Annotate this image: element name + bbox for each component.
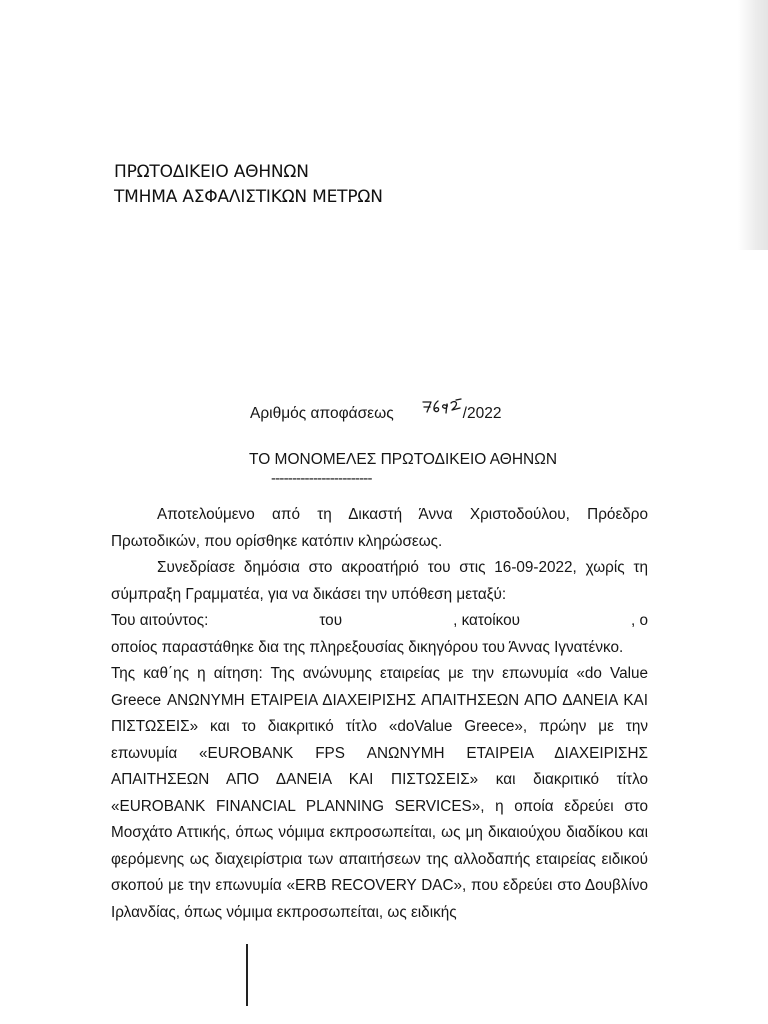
decision-year: /2022 <box>462 405 502 422</box>
applicant-resident: , κατοίκου <box>453 612 520 629</box>
decision-court-title: ΤΟ ΜΟΝΟΜΕΛΕΣ ΠΡΩΤΟΔΙΚΕΙΟ ΑΘΗΝΩΝ <box>249 451 558 468</box>
applicant-label: Του αιτούντος: <box>111 612 209 629</box>
court-department: ΤΜΗΜΑ ΑΣΦΑΛΙΣΤΙΚΩΝ ΜΕΤΡΩΝ <box>114 187 383 207</box>
decision-body <box>111 502 648 926</box>
applicant-o: , ο <box>630 612 648 629</box>
court-name: ΠΡΩΤΟΔΙΚΕΙΟ ΑΘΗΝΩΝ <box>114 162 309 182</box>
composition-paragraph: Αποτελούμενο από τη Δικαστή Άννα Χριστοδούλου, Πρόεδρο Πρωτοδικών, που ορίσθηκε κατόπιν κληρώσεως. <box>111 506 648 550</box>
decision-number-label: Αριθμός αποφάσεως <box>250 405 394 422</box>
title-dashed-rule: ------------------------ <box>271 470 372 487</box>
scan-shadow <box>738 0 768 250</box>
respondent-paragraph: Της καθ΄ης η αίτηση: Της ανώνυμης εταιρείας με την επωνυμία «do Value Greece ΑΝΩΝΥΜΗ ΕΤΑΙΡΕΙΑ ΔΙΑΧΕΙΡΙΣΗΣ ΑΠΑΙΤΗΣΕΩΝ ΑΠΟ ΔΑΝΕΙΑ ΚΑΙ ΠΙΣΤΩΣΕΙΣ» και το διακριτικό τίτλο «doValue Greece», πρώην με την επωνυμία «EUROBANK FPS ΑΝΩΝΥΜΗ ΕΤΑΙΡΕΙΑ ΔΙΑΧΕΙΡΙΣΗΣ ΑΠΑΙΤΗΣΕΩΝ ΑΠΟ ΔΑΝΕΙΑ ΚΑΙ ΠΙΣΤΩΣΕΙΣ» και διακριτικό τίτλο «EUROBANK FINANCIAL PLANNING SERVICES», η οποία εδρεύει στο Μοσχάτο Αττικής, όπως νόμιμα εκπροσωπείται, ως μη δικαιούχου διαδίκου και φερόμενης ως διαχειρίστρια των απαιτήσεων της αλλοδαπής εταιρείας ειδικού σκοπού με την επωνυμία «ERB RECOVERY DAC», που εδρεύει στο Δουβλίνο Ιρλανδίας, όπως νόμιμα εκπροσωπείται, ως ειδικής <box>111 665 648 921</box>
applicant-representation: οποίος παραστάθηκε δια της πληρεξουσίας δικηγόρου του Άννας Ιγνατένκο. <box>111 638 624 656</box>
margin-mark <box>246 944 248 1006</box>
applicant-line <box>111 608 648 635</box>
applicant-of: του <box>319 612 343 629</box>
court-header <box>114 160 383 210</box>
session-paragraph: Συνεδρίασε δημόσια στο ακροατήριό του στις 16-09-2022, χωρίς τη σύμπραξη Γραμματέα, για να δικάσει την υπόθεση μεταξύ: <box>111 559 648 603</box>
handwritten-decision-number <box>419 398 463 418</box>
decision-number-line <box>250 398 501 425</box>
